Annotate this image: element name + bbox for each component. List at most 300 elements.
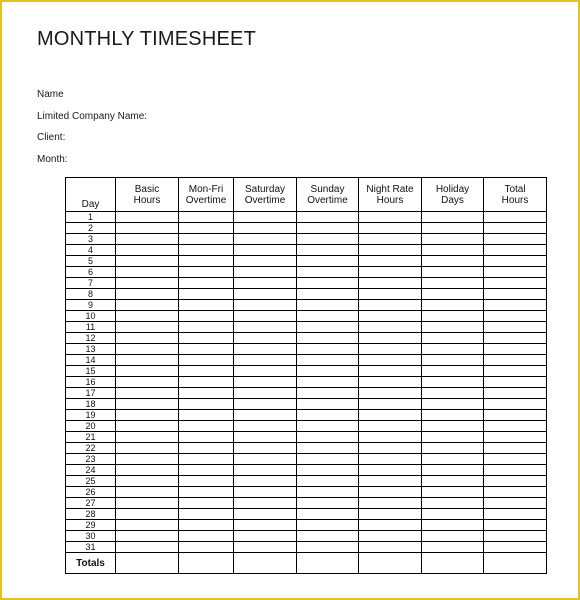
hours-cell[interactable]: [422, 344, 484, 355]
hours-cell[interactable]: [422, 454, 484, 465]
hours-cell[interactable]: [297, 377, 359, 388]
hours-cell[interactable]: [484, 344, 547, 355]
hours-cell[interactable]: [116, 421, 179, 432]
hours-cell[interactable]: [234, 289, 297, 300]
hours-cell[interactable]: [234, 531, 297, 542]
header-sunday-overtime: [297, 178, 359, 212]
hours-cell[interactable]: [297, 542, 359, 553]
hours-cell[interactable]: [422, 333, 484, 344]
hours-cell[interactable]: [179, 531, 234, 542]
hours-cell[interactable]: [484, 245, 547, 256]
hours-cell[interactable]: [116, 300, 179, 311]
hours-cell[interactable]: [297, 234, 359, 245]
hours-cell[interactable]: [484, 388, 547, 399]
totals-cell[interactable]: [297, 553, 359, 574]
hours-cell[interactable]: [297, 355, 359, 366]
hours-cell[interactable]: [297, 410, 359, 421]
hours-cell[interactable]: [179, 267, 234, 278]
hours-cell[interactable]: [297, 212, 359, 223]
hours-cell[interactable]: [359, 234, 422, 245]
hours-cell[interactable]: [116, 245, 179, 256]
hours-cell[interactable]: [484, 267, 547, 278]
hours-cell[interactable]: [234, 377, 297, 388]
hours-cell[interactable]: [234, 278, 297, 289]
hours-cell[interactable]: [297, 223, 359, 234]
hours-cell[interactable]: [179, 432, 234, 443]
hours-cell[interactable]: [484, 454, 547, 465]
hours-cell[interactable]: [359, 388, 422, 399]
totals-cell[interactable]: [116, 553, 179, 574]
hours-cell[interactable]: [297, 388, 359, 399]
hours-cell[interactable]: [359, 476, 422, 487]
hours-cell[interactable]: [359, 311, 422, 322]
company-name-field-label: Limited Company Name:: [37, 111, 148, 122]
day-number: 13: [66, 344, 116, 355]
hours-cell[interactable]: [359, 267, 422, 278]
table-row: [66, 399, 547, 410]
hours-cell[interactable]: [422, 520, 484, 531]
hours-cell[interactable]: [422, 322, 484, 333]
hours-cell[interactable]: [422, 267, 484, 278]
hours-cell[interactable]: [484, 498, 547, 509]
hours-cell[interactable]: [116, 399, 179, 410]
hours-cell[interactable]: [359, 542, 422, 553]
hours-cell[interactable]: [422, 388, 484, 399]
table-row: [66, 234, 547, 245]
hours-cell[interactable]: [116, 311, 179, 322]
hours-cell[interactable]: [484, 333, 547, 344]
totals-cell[interactable]: [422, 553, 484, 574]
day-number: 10: [66, 311, 116, 322]
hours-cell[interactable]: [179, 234, 234, 245]
totals-cell[interactable]: [484, 553, 547, 574]
hours-cell[interactable]: [116, 520, 179, 531]
hours-cell[interactable]: [116, 487, 179, 498]
hours-cell[interactable]: [422, 289, 484, 300]
hours-cell[interactable]: [179, 421, 234, 432]
hours-cell[interactable]: [297, 322, 359, 333]
hours-cell[interactable]: [359, 212, 422, 223]
hours-cell[interactable]: [422, 212, 484, 223]
hours-cell[interactable]: [234, 366, 297, 377]
day-number: 25: [66, 476, 116, 487]
hours-cell[interactable]: [116, 476, 179, 487]
hours-cell[interactable]: [179, 410, 234, 421]
table-row: [66, 300, 547, 311]
table-row: [66, 498, 547, 509]
header-label-line: Hours: [376, 194, 404, 206]
hours-cell[interactable]: [179, 311, 234, 322]
hours-cell[interactable]: [179, 454, 234, 465]
header-monfri-overtime: [179, 178, 234, 212]
hours-cell[interactable]: [422, 421, 484, 432]
hours-cell[interactable]: [422, 278, 484, 289]
hours-cell[interactable]: [234, 245, 297, 256]
totals-label: Totals: [66, 553, 116, 574]
hours-cell[interactable]: [234, 487, 297, 498]
hours-cell[interactable]: [234, 223, 297, 234]
hours-cell[interactable]: [179, 278, 234, 289]
day-number: 4: [66, 245, 116, 256]
hours-cell[interactable]: [234, 498, 297, 509]
table-row: [66, 278, 547, 289]
hours-cell[interactable]: [179, 212, 234, 223]
table-row: [66, 542, 547, 553]
month-field-label: Month:: [37, 154, 68, 165]
hours-cell[interactable]: [484, 377, 547, 388]
hours-cell[interactable]: [484, 476, 547, 487]
hours-cell[interactable]: [484, 410, 547, 421]
day-number: 30: [66, 531, 116, 542]
hours-cell[interactable]: [297, 289, 359, 300]
hours-cell[interactable]: [422, 355, 484, 366]
hours-cell[interactable]: [234, 542, 297, 553]
hours-cell[interactable]: [116, 212, 179, 223]
timesheet-body: [66, 212, 547, 553]
hours-cell[interactable]: [234, 432, 297, 443]
hours-cell[interactable]: [484, 509, 547, 520]
header-night-rate-hours: [359, 178, 422, 212]
hours-cell[interactable]: [116, 355, 179, 366]
hours-cell[interactable]: [484, 520, 547, 531]
hours-cell[interactable]: [359, 377, 422, 388]
hours-cell[interactable]: [179, 289, 234, 300]
hours-cell[interactable]: [116, 223, 179, 234]
hours-cell[interactable]: [422, 311, 484, 322]
hours-cell[interactable]: [484, 289, 547, 300]
day-number: 6: [66, 267, 116, 278]
hours-cell[interactable]: [359, 322, 422, 333]
header-label-line: Hours: [133, 194, 161, 206]
hours-cell[interactable]: [234, 355, 297, 366]
table-row: [66, 454, 547, 465]
hours-cell[interactable]: [179, 520, 234, 531]
hours-cell[interactable]: [422, 476, 484, 487]
hours-cell[interactable]: [297, 520, 359, 531]
hours-cell[interactable]: [484, 531, 547, 542]
hours-cell[interactable]: [359, 520, 422, 531]
hours-cell[interactable]: [116, 454, 179, 465]
header-label-line: Overtime: [244, 194, 286, 206]
hours-cell[interactable]: [297, 432, 359, 443]
hours-cell[interactable]: [297, 333, 359, 344]
hours-cell[interactable]: [179, 443, 234, 454]
header-day-label: Day: [81, 199, 100, 210]
hours-cell[interactable]: [116, 234, 179, 245]
hours-cell[interactable]: [484, 355, 547, 366]
hours-cell[interactable]: [359, 223, 422, 234]
hours-cell[interactable]: [422, 256, 484, 267]
hours-cell[interactable]: [297, 300, 359, 311]
hours-cell[interactable]: [116, 322, 179, 333]
hours-cell[interactable]: [297, 443, 359, 454]
hours-cell[interactable]: [484, 542, 547, 553]
day-number: 17: [66, 388, 116, 399]
table-row: [66, 443, 547, 454]
hours-cell[interactable]: [484, 432, 547, 443]
day-number: 29: [66, 520, 116, 531]
header-basic-hours: [116, 178, 179, 212]
hours-cell[interactable]: [359, 399, 422, 410]
hours-cell[interactable]: [359, 421, 422, 432]
hours-cell[interactable]: [422, 432, 484, 443]
hours-cell[interactable]: [116, 344, 179, 355]
totals-cell[interactable]: [359, 553, 422, 574]
table-row: [66, 322, 547, 333]
hours-cell[interactable]: [179, 487, 234, 498]
table-row: [66, 377, 547, 388]
hours-cell[interactable]: [116, 410, 179, 421]
hours-cell[interactable]: [297, 454, 359, 465]
hours-cell[interactable]: [484, 399, 547, 410]
day-number: 2: [66, 223, 116, 234]
hours-cell[interactable]: [484, 366, 547, 377]
hours-cell[interactable]: [359, 432, 422, 443]
table-row: [66, 421, 547, 432]
hours-cell[interactable]: [234, 421, 297, 432]
hours-cell[interactable]: [179, 377, 234, 388]
hours-cell[interactable]: [422, 465, 484, 476]
hours-cell[interactable]: [359, 289, 422, 300]
hours-cell[interactable]: [359, 454, 422, 465]
hours-cell[interactable]: [234, 256, 297, 267]
hours-cell[interactable]: [422, 366, 484, 377]
hours-cell[interactable]: [179, 399, 234, 410]
hours-cell[interactable]: [297, 399, 359, 410]
table-row: [66, 311, 547, 322]
day-number: 22: [66, 443, 116, 454]
client-field-label: Client:: [37, 132, 66, 143]
hours-cell[interactable]: [297, 531, 359, 542]
hours-cell[interactable]: [179, 223, 234, 234]
hours-cell[interactable]: [234, 212, 297, 223]
day-number: 24: [66, 465, 116, 476]
hours-cell[interactable]: [179, 245, 234, 256]
table-row: [66, 388, 547, 399]
hours-cell[interactable]: [116, 388, 179, 399]
hours-cell[interactable]: [422, 234, 484, 245]
hours-cell[interactable]: [484, 234, 547, 245]
day-number: 7: [66, 278, 116, 289]
hours-cell[interactable]: [484, 465, 547, 476]
hours-cell[interactable]: [297, 465, 359, 476]
hours-cell[interactable]: [234, 300, 297, 311]
hours-cell[interactable]: [179, 498, 234, 509]
table-row: [66, 487, 547, 498]
hours-cell[interactable]: [116, 465, 179, 476]
hours-cell[interactable]: [116, 498, 179, 509]
hours-cell[interactable]: [359, 344, 422, 355]
hours-cell[interactable]: [297, 498, 359, 509]
hours-cell[interactable]: [422, 399, 484, 410]
hours-cell[interactable]: [422, 443, 484, 454]
hours-cell[interactable]: [297, 278, 359, 289]
hours-cell[interactable]: [297, 509, 359, 520]
hours-cell[interactable]: [234, 267, 297, 278]
hours-cell[interactable]: [359, 300, 422, 311]
header-holiday-days: [422, 178, 484, 212]
hours-cell[interactable]: [179, 344, 234, 355]
hours-cell[interactable]: [234, 311, 297, 322]
header-label-line: Days: [441, 194, 464, 206]
hours-cell[interactable]: [359, 410, 422, 421]
table-row: [66, 333, 547, 344]
hours-cell[interactable]: [234, 443, 297, 454]
header-label-line: Overtime: [307, 194, 348, 206]
table-row: [66, 223, 547, 234]
table-row: [66, 355, 547, 366]
hours-cell[interactable]: [422, 487, 484, 498]
table-row: [66, 344, 547, 355]
hours-cell[interactable]: [359, 355, 422, 366]
hours-cell[interactable]: [179, 388, 234, 399]
hours-cell[interactable]: [484, 212, 547, 223]
hours-cell[interactable]: [179, 300, 234, 311]
day-number: 19: [66, 410, 116, 421]
hours-cell[interactable]: [234, 454, 297, 465]
hours-cell[interactable]: [179, 465, 234, 476]
hours-cell[interactable]: [234, 344, 297, 355]
document-title: MONTHLY TIMESHEET: [37, 28, 256, 50]
day-number: 16: [66, 377, 116, 388]
day-number: 27: [66, 498, 116, 509]
hours-cell[interactable]: [422, 377, 484, 388]
hours-cell[interactable]: [422, 223, 484, 234]
hours-cell[interactable]: [297, 421, 359, 432]
hours-cell[interactable]: [422, 245, 484, 256]
table-row: [66, 432, 547, 443]
hours-cell[interactable]: [179, 355, 234, 366]
hours-cell[interactable]: [422, 542, 484, 553]
day-number: 23: [66, 454, 116, 465]
hours-cell[interactable]: [422, 300, 484, 311]
totals-cell[interactable]: [234, 553, 297, 574]
header-label-line: Night Rate: [366, 183, 414, 195]
hours-cell[interactable]: [422, 410, 484, 421]
hours-cell[interactable]: [359, 278, 422, 289]
hours-cell[interactable]: [484, 256, 547, 267]
hours-cell[interactable]: [234, 322, 297, 333]
header-label-line: Saturday: [244, 183, 286, 195]
hours-cell[interactable]: [484, 300, 547, 311]
hours-cell[interactable]: [484, 421, 547, 432]
hours-cell[interactable]: [359, 366, 422, 377]
header-label-line: Hours: [501, 194, 529, 206]
header-label-line: Basic: [134, 183, 160, 195]
hours-cell[interactable]: [359, 498, 422, 509]
header-label-line: Mon-Fri: [188, 183, 224, 195]
hours-cell[interactable]: [484, 223, 547, 234]
hours-cell[interactable]: [234, 520, 297, 531]
hours-cell[interactable]: [484, 487, 547, 498]
hours-cell[interactable]: [116, 509, 179, 520]
hours-cell[interactable]: [234, 509, 297, 520]
table-row: [66, 256, 547, 267]
hours-cell[interactable]: [234, 476, 297, 487]
hours-cell[interactable]: [234, 399, 297, 410]
hours-cell[interactable]: [359, 333, 422, 344]
hours-cell[interactable]: [179, 509, 234, 520]
header-label-line: Overtime: [185, 194, 227, 206]
hours-cell[interactable]: [359, 256, 422, 267]
table-row: [66, 366, 547, 377]
hours-cell[interactable]: [179, 542, 234, 553]
table-row: [66, 465, 547, 476]
hours-cell[interactable]: [116, 289, 179, 300]
header-label-line: Total: [504, 183, 526, 195]
header-label-line: Sunday: [310, 183, 345, 195]
hours-cell[interactable]: [359, 465, 422, 476]
header-total-hours: [484, 178, 547, 212]
table-row: [66, 509, 547, 520]
hours-cell[interactable]: [359, 509, 422, 520]
hours-cell[interactable]: [297, 245, 359, 256]
totals-cell[interactable]: [179, 553, 234, 574]
hours-cell[interactable]: [359, 487, 422, 498]
hours-cell[interactable]: [116, 366, 179, 377]
hours-cell[interactable]: [179, 256, 234, 267]
hours-cell[interactable]: [297, 311, 359, 322]
hours-cell[interactable]: [116, 377, 179, 388]
table-row: [66, 520, 547, 531]
hours-cell[interactable]: [484, 322, 547, 333]
hours-cell[interactable]: [422, 498, 484, 509]
hours-cell[interactable]: [179, 333, 234, 344]
hours-cell[interactable]: [297, 476, 359, 487]
hours-cell[interactable]: [422, 531, 484, 542]
header-label-line: Holiday: [435, 183, 470, 195]
hours-cell[interactable]: [297, 366, 359, 377]
hours-cell[interactable]: [116, 531, 179, 542]
hours-cell[interactable]: [234, 234, 297, 245]
hours-cell[interactable]: [116, 256, 179, 267]
hours-cell[interactable]: [234, 333, 297, 344]
hours-cell[interactable]: [116, 267, 179, 278]
hours-cell[interactable]: [179, 322, 234, 333]
hours-cell[interactable]: [484, 311, 547, 322]
day-number: 15: [66, 366, 116, 377]
hours-cell[interactable]: [422, 509, 484, 520]
hours-cell[interactable]: [359, 531, 422, 542]
hours-cell[interactable]: [297, 256, 359, 267]
day-number: 12: [66, 333, 116, 344]
hours-cell[interactable]: [116, 443, 179, 454]
hours-cell[interactable]: [234, 465, 297, 476]
hours-cell[interactable]: [359, 245, 422, 256]
table-row: [66, 289, 547, 300]
day-number: 21: [66, 432, 116, 443]
hours-cell[interactable]: [484, 443, 547, 454]
hours-cell[interactable]: [116, 432, 179, 443]
hours-cell[interactable]: [234, 388, 297, 399]
table-row: [66, 212, 547, 223]
hours-cell[interactable]: [116, 542, 179, 553]
hours-cell[interactable]: [179, 476, 234, 487]
hours-cell[interactable]: [359, 443, 422, 454]
day-number: 5: [66, 256, 116, 267]
day-number: 31: [66, 542, 116, 553]
hours-cell[interactable]: [116, 333, 179, 344]
hours-cell[interactable]: [297, 344, 359, 355]
hours-cell[interactable]: [116, 278, 179, 289]
hours-cell[interactable]: [234, 410, 297, 421]
hours-cell[interactable]: [484, 278, 547, 289]
table-row: [66, 410, 547, 421]
table-row: [66, 476, 547, 487]
hours-cell[interactable]: [297, 487, 359, 498]
hours-cell[interactable]: [297, 267, 359, 278]
hours-cell[interactable]: [179, 366, 234, 377]
